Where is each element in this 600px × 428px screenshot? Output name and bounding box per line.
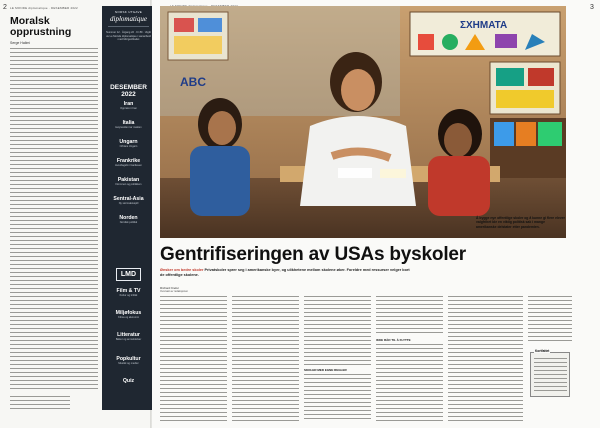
sidebar-title: Kortfattet <box>535 349 550 353</box>
poster-abc: ABC <box>180 75 206 89</box>
poster-text: ΣΧΗΜΑΤΑ <box>460 20 508 31</box>
essay-footnotes <box>10 396 70 410</box>
deck-accent: Ønsker om bedre skoler <box>160 268 204 272</box>
sidebar-box <box>530 352 570 397</box>
article-footnotes <box>528 296 572 344</box>
toc-item: Frankrike Hverdagsliv i banlieuen <box>115 158 142 167</box>
toc-item: Iran Opprøret i Iran <box>120 101 137 110</box>
left-page-number: 2 <box>3 4 7 11</box>
toc-logo: diplomatique <box>110 15 147 23</box>
article-column-4 <box>376 296 443 336</box>
article-column-5 <box>448 296 523 422</box>
toc-item: Ungarn Orbáns Ungarn <box>119 139 138 148</box>
lmd-logo-box: LMD <box>116 268 141 281</box>
article-column-2 <box>232 296 299 422</box>
toc-masthead: NORSK UTGAVE <box>114 10 143 14</box>
deck-text: Privatskoler sprer seg i amerikanske byer, og ulikhetene mellom skolene øker. Foreldre med ressurser velger bort de offentlige skolene. <box>160 268 410 277</box>
essay-title: Moralsk opprustning <box>10 15 72 38</box>
toc-item: Sentral-Asia Ny stormaktsspill <box>113 196 144 205</box>
toc-item: Litteratur Bøker og anmeldelser <box>115 332 142 341</box>
essay-body-text <box>10 48 98 390</box>
toc-item: Quiz <box>122 378 135 384</box>
sidebar-text <box>534 358 567 394</box>
article-column-3 <box>304 296 371 366</box>
article-deck <box>160 268 410 277</box>
toc-issue-month: DESEMBER 2022 <box>110 84 147 98</box>
toc-item: Norden Nordisk politikk <box>119 215 138 224</box>
toc-item: Pakistan Flommen og politikken <box>115 177 142 186</box>
toc-issue-info: Nummer 12 · Årgang 22 · Kr 89 · Utgitt av Le Monde diplomatique i samarbeid med Morgenbladet <box>106 31 151 42</box>
toc-item: Italia Høyresiden tar makten <box>115 120 142 129</box>
photo-caption: Å bygge nye offentlige skoler og å kunne gi flere elever valgfrihet ble en viktig politisk sak i mange amerikanske delstater etter pandemien. <box>476 216 565 229</box>
article-subhead: IKKE RÅD TIL Å FLYTTE <box>376 338 411 342</box>
article-subhead: SKOLER MED EGNE REGLER <box>304 368 347 372</box>
article-column-1 <box>160 296 227 422</box>
article-column-3b <box>304 374 371 422</box>
article-column-4b <box>376 344 443 422</box>
classroom-photo <box>160 6 566 238</box>
table-of-contents <box>102 6 155 410</box>
article-headline: Gentrifiseringen av USAs byskoler <box>160 244 466 265</box>
left-running-head: LE MONDE diplomatique · DESEMBER 2022 <box>10 6 78 10</box>
essay-byline: Serge Halimi <box>10 41 31 45</box>
toc-item: Popkultur Musikk og medier <box>116 356 141 365</box>
toc-item: Film & TV Kultur og kritikk <box>116 288 141 297</box>
toc-item: Miljøfokus Klima og økonomi <box>115 310 142 319</box>
right-page-number: 3 <box>590 4 594 11</box>
article-translator: Oversatt av redaksjonen <box>160 290 189 293</box>
toc-divider <box>108 26 149 27</box>
article-author: Richard Kiefer <box>160 286 180 290</box>
